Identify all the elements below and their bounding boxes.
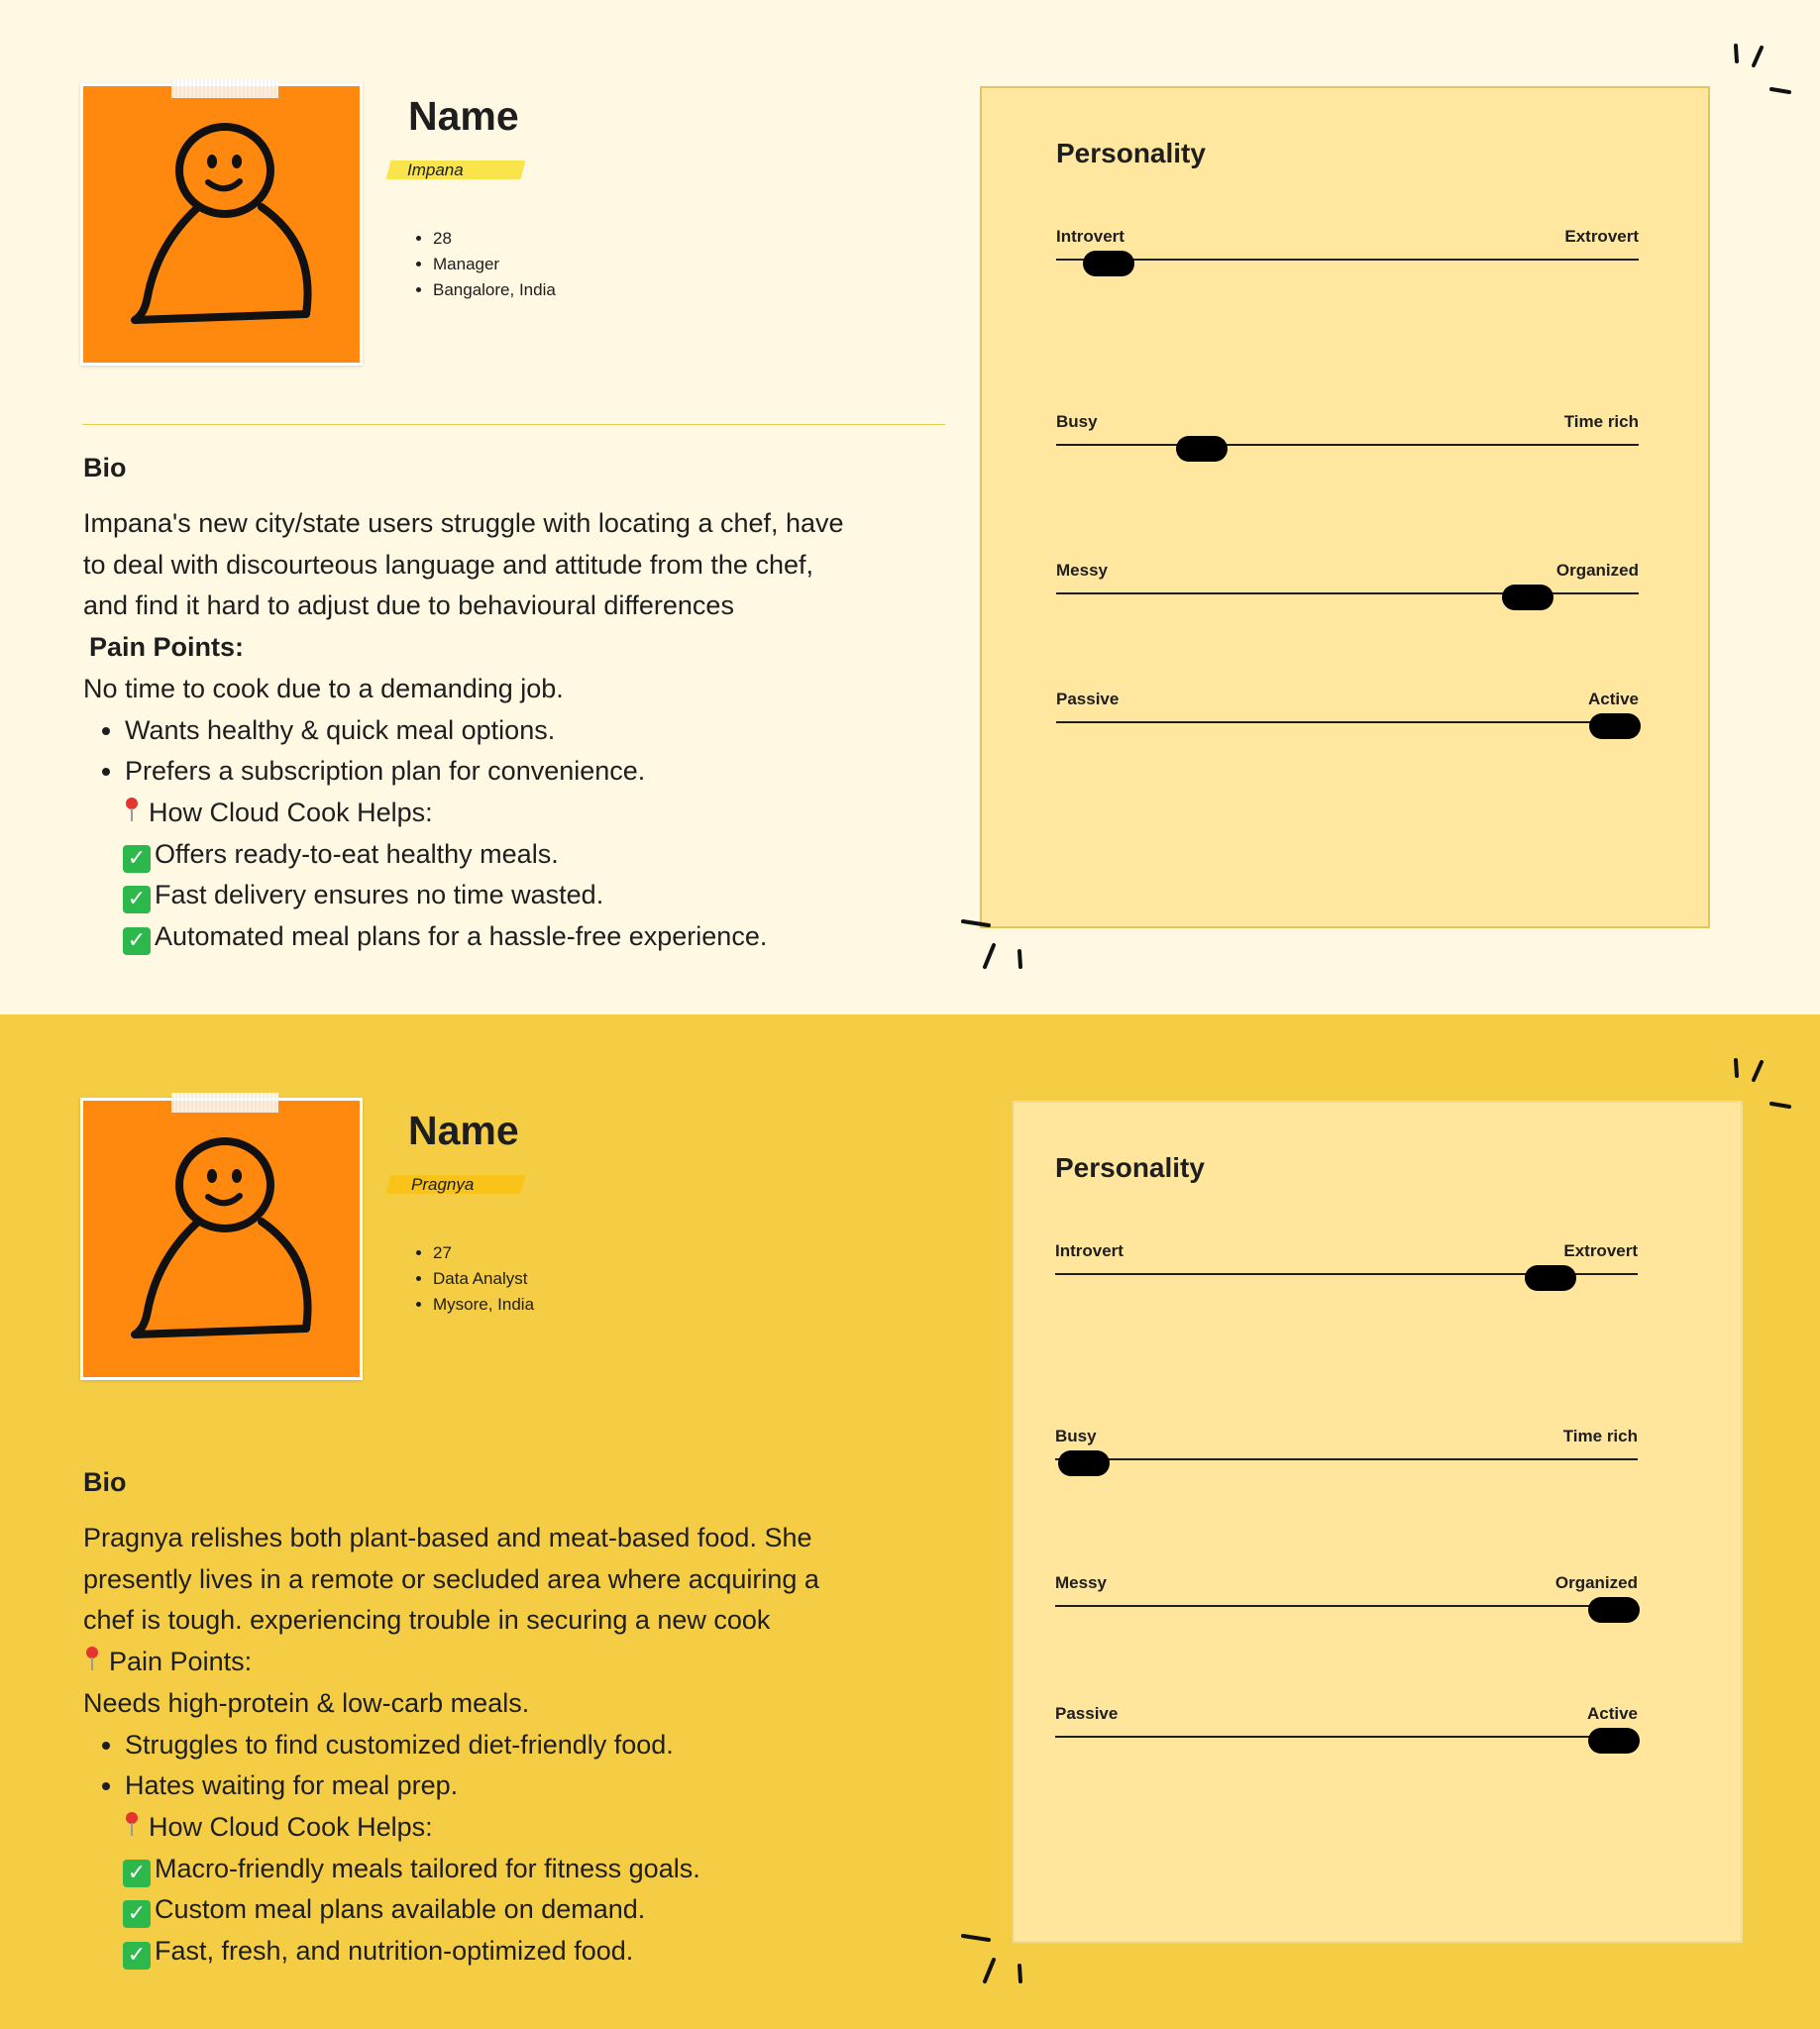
fact-age: • 27 (433, 1240, 534, 1266)
bio-body (83, 1518, 915, 1973)
bio-line: Impana's new city/state users struggle with locating a chef, have (83, 508, 844, 538)
check-icon: ✓ (123, 1942, 151, 1970)
trait-slider-busy-timerich[interactable] (1056, 412, 1639, 462)
slider-knob[interactable] (1176, 436, 1228, 462)
persona-name: Impana (407, 160, 464, 179)
help-text: Custom meal plans available on demand. (155, 1894, 646, 1925)
check-icon: ✓ (123, 1900, 151, 1928)
help-item (83, 834, 915, 876)
pain-points-list (83, 710, 915, 793)
trait-slider-introvert-extrovert[interactable] (1056, 227, 1639, 276)
personality-title: Personality (1056, 138, 1206, 168)
slider-knob[interactable] (1588, 1597, 1640, 1623)
persona-facts (433, 1240, 534, 1318)
bio-line: and find it hard to adjust due to behavioural differences (83, 590, 734, 621)
trait-right-label: Time rich (1563, 412, 1639, 431)
check-icon: ✓ (123, 845, 151, 873)
persona-card-2 (0, 1014, 1820, 2029)
pin-icon (83, 1646, 101, 1673)
help-text: Fast delivery ensures no time wasted. (155, 880, 604, 910)
sparkle-icon (961, 1926, 1030, 1995)
bio-body (83, 503, 915, 958)
help-text: Offers ready-to-eat healthy meals. (155, 838, 559, 869)
check-icon: ✓ (123, 886, 151, 913)
pain-point: • Prefers a subscription plan for convenience. (125, 751, 915, 793)
personality-card (980, 86, 1710, 928)
divider (82, 424, 945, 425)
name-heading: Name (408, 1108, 519, 1153)
trait-left-label: Passive (1055, 1704, 1119, 1723)
bio-heading: Bio (83, 1467, 127, 1497)
persona-facts (433, 226, 556, 303)
trait-left-label: Busy (1056, 412, 1098, 431)
trait-slider-passive-active[interactable] (1055, 1704, 1638, 1754)
trait-right-label: Organized (1554, 1573, 1638, 1592)
trait-left-label: Passive (1056, 690, 1120, 708)
trait-left-label: Introvert (1056, 227, 1124, 246)
check-icon: ✓ (123, 927, 151, 955)
helps-heading: How Cloud Cook Helps: (149, 797, 433, 827)
slider-track (1055, 1605, 1638, 1607)
helps-heading-row (83, 1807, 915, 1849)
fact-location: • Bangalore, India (433, 277, 556, 303)
helps-heading-row (83, 793, 915, 834)
help-text: Macro-friendly meals tailored for fitness goals. (155, 1853, 700, 1883)
help-text: Automated meal plans for a hassle-free experience. (155, 921, 768, 952)
pain-point: • Hates waiting for meal prep. (125, 1765, 915, 1807)
bio-line: Pragnya relishes both plant-based and meat-based food. She (83, 1523, 812, 1552)
persona-card-1 (0, 0, 1820, 1014)
trait-right-label: Organized (1555, 561, 1639, 580)
trait-right-label: Extrovert (1564, 227, 1639, 246)
sparkle-icon (961, 911, 1030, 981)
trait-right-label: Time rich (1562, 1427, 1638, 1445)
slider-track (1056, 721, 1639, 723)
pain-points-heading: Pain Points: (89, 632, 245, 663)
slider-track (1056, 444, 1639, 446)
trait-right-label: Extrovert (1563, 1241, 1638, 1260)
trait-slider-messy-organized[interactable] (1055, 1573, 1638, 1623)
sparkle-icon (1724, 40, 1793, 109)
help-item (83, 1849, 915, 1890)
trait-right-label: Active (1587, 690, 1639, 708)
persona-name: Pragnya (411, 1175, 475, 1194)
slider-track (1055, 1736, 1638, 1738)
help-item (83, 916, 915, 958)
fact-location: • Mysore, India (433, 1292, 534, 1318)
pin-icon (123, 1811, 141, 1839)
check-icon: ✓ (123, 1860, 151, 1887)
pain-point: • Struggles to find customized diet-friendly food. (125, 1725, 915, 1766)
pin-icon (123, 797, 141, 824)
sparkle-icon (1724, 1054, 1793, 1123)
help-item (83, 875, 915, 916)
avatar (80, 83, 363, 366)
fact-age: • 28 (433, 226, 556, 252)
pain-points-list (83, 1725, 915, 1807)
pain-points-heading: Pain Points: (109, 1647, 253, 1677)
slider-knob[interactable] (1058, 1450, 1110, 1476)
fact-occupation: • Manager (433, 252, 556, 277)
fact-occupation: • Data Analyst (433, 1266, 534, 1292)
bio-line: presently lives in a remote or secluded area where acquiring a (83, 1563, 819, 1594)
trait-slider-passive-active[interactable] (1056, 690, 1639, 739)
tape-strip (171, 1093, 278, 1113)
pain-points-row (83, 1642, 915, 1683)
slider-knob[interactable] (1525, 1265, 1576, 1291)
slider-track (1055, 1458, 1638, 1460)
trait-left-label: Introvert (1055, 1241, 1124, 1260)
pain-intro: Needs high-protein & low-carb meals. (83, 1687, 530, 1718)
avatar (80, 1098, 363, 1380)
bio-line: to deal with discourteous language and attitude from the chef, (83, 549, 813, 580)
help-text: Fast, fresh, and nutrition-optimized food. (155, 1936, 634, 1967)
pain-intro: No time to cook due to a demanding job. (83, 673, 564, 703)
person-icon (123, 116, 321, 334)
slider-knob[interactable] (1502, 585, 1553, 610)
bio-line: chef is tough. experiencing trouble in securing a new cook (83, 1605, 771, 1636)
bio-heading: Bio (83, 453, 127, 482)
trait-slider-introvert-extrovert[interactable] (1055, 1241, 1638, 1291)
slider-knob[interactable] (1083, 251, 1134, 276)
help-item (83, 1931, 915, 1973)
personality-card (1013, 1101, 1743, 1943)
slider-knob[interactable] (1588, 1728, 1640, 1754)
tape-strip (171, 78, 278, 98)
trait-left-label: Messy (1056, 561, 1108, 580)
trait-slider-messy-organized[interactable] (1056, 561, 1639, 610)
slider-knob[interactable] (1589, 713, 1641, 739)
slider-track (1056, 259, 1639, 261)
pain-point: • Wants healthy & quick meal options. (125, 710, 915, 752)
name-heading: Name (408, 93, 519, 139)
trait-slider-busy-timerich[interactable] (1055, 1427, 1638, 1476)
trait-left-label: Messy (1055, 1573, 1107, 1592)
trait-right-label: Active (1586, 1704, 1638, 1723)
trait-left-label: Busy (1055, 1427, 1097, 1445)
personality-title: Personality (1055, 1152, 1205, 1183)
help-item (83, 1889, 915, 1931)
helps-heading: How Cloud Cook Helps: (149, 1811, 433, 1842)
person-icon (123, 1130, 321, 1348)
